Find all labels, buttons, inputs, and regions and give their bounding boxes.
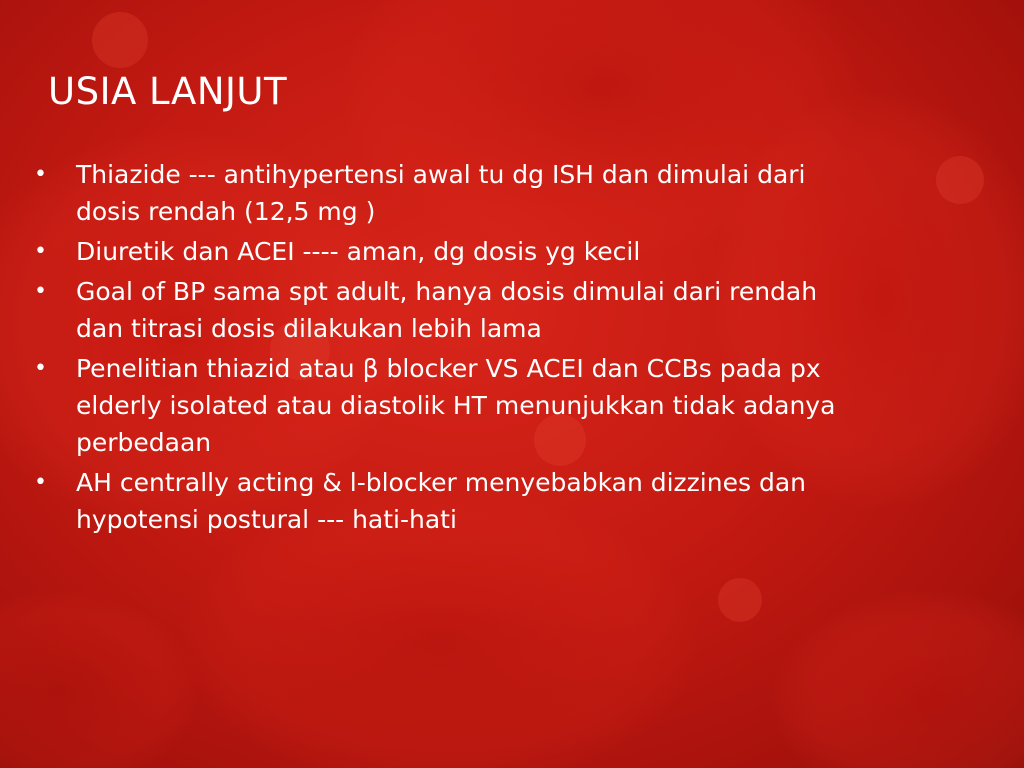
bullet-icon: • <box>34 470 47 495</box>
bullet-text: AH centrally acting & l-blocker menyebabkan dizzines dan hypotensi postural --- hati-hati <box>76 468 806 534</box>
list-item <box>30 233 860 270</box>
slide-title: USIA LANJUT <box>48 70 288 113</box>
bullet-icon: • <box>34 162 47 187</box>
bullet-text: Penelitian thiazid atau β blocker VS ACEI dan CCBs pada px elderly isolated atau diastolik HT menunjukkan tidak adanya perbedaan <box>76 354 836 457</box>
list-item <box>30 350 860 461</box>
bullet-list <box>30 156 860 541</box>
list-item <box>30 464 860 538</box>
bullet-icon: • <box>34 239 47 264</box>
bullet-text: Thiazide --- antihypertensi awal tu dg ISH dan dimulai dari dosis rendah (12,5 mg ) <box>76 160 806 226</box>
list-item <box>30 273 860 347</box>
bullet-text: Goal of BP sama spt adult, hanya dosis dimulai dari rendah dan titrasi dosis dilakukan lebih lama <box>76 277 818 343</box>
bullet-text: Diuretik dan ACEI ---- aman, dg dosis yg kecil <box>76 237 641 266</box>
bullet-icon: • <box>34 279 47 304</box>
list-item <box>30 156 860 230</box>
bullet-icon: • <box>34 356 47 381</box>
